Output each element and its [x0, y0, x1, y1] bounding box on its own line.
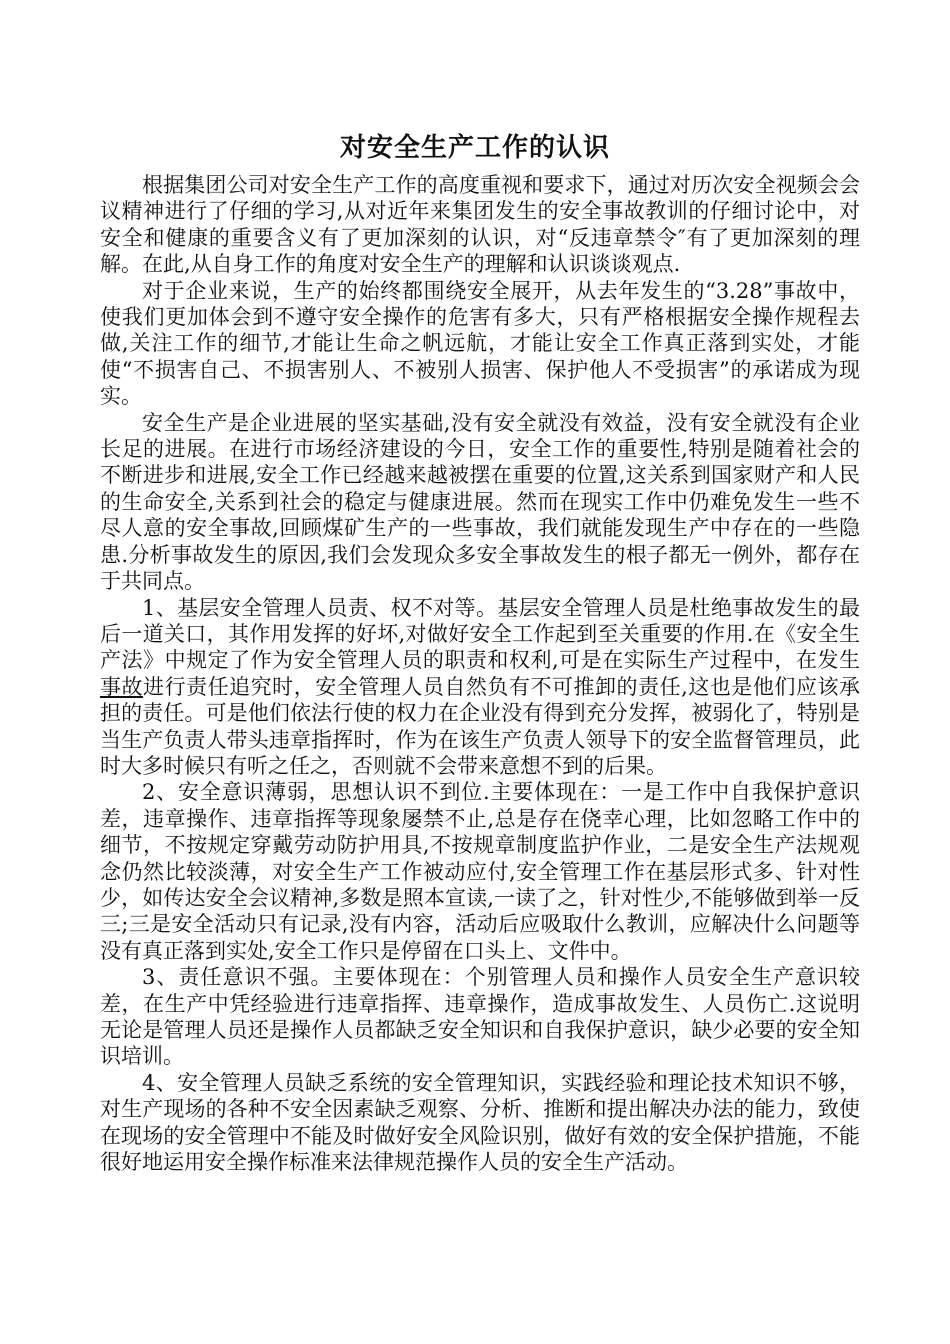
paragraph-point-2: 2、安全意识薄弱，思想认识不到位.主要体现在：一是工作中自我保护意识差，违章操作、违章指挥等现象屡禁不止,总是存在侥幸心理，比如忽略工作中的细节，不按规定穿戴劳动防护用具,不按规章制度监护作业，二是安全生产法规观念仍然比较淡薄，对安全生产工作被动应付,安全管理工作在基层形式多、针对性少，如传达安全会议精神,多数是照本宣读,一读了之，针对性少,不能够做到举一反三;三是安全活动只有记录,没有内容，活动后应吸取什么教训，应解决什么问题等没有真正落到实处,安全工作只是停留在口头上、文件中。 [100, 780, 860, 963]
paragraph-point-1 [100, 595, 860, 780]
paragraph-foundation: 安全生产是企业进展的坚实基础,没有安全就没有效益，没有安全就没有企业长足的进展。在进行市场经济建设的今日，安全工作的重要性,特别是随着社会的不断进步和进展,安全工作已经越来越被摆在重要的位置,这关系到国家财产和人民的生命安全,关系到社会的稳定与健康进展。然而在现实工作中仍难免发生一些不尽人意的安全事故,回顾煤矿生产的一些事故，我们就能发现生产中存在的一些隐患.分析事故发生的原因,我们会发现众多安全事故发生的根子都无一例外，都存在于共同点。 [100, 410, 860, 594]
paragraph-point-4: 4、安全管理人员缺乏系统的安全管理知识，实践经验和理论技术知识不够，对生产现场的各种不安全因素缺乏观察、分析、推断和提出解决办法的能力，致使在现场的安全管理中不能及时做好安全风险识别，做好有效的安全保护措施，不能很好地运用安全操作标准来法律规范操作人员的安全生产活动。 [100, 1070, 860, 1175]
point-1-text-before: 1、基层安全管理人员责、权不对等。基层安全管理人员是杜绝事故发生的最后一道关口，其作用发挥的好坏,对做好安全工作起到至关重要的作用.在《安全生产法》中规定了作为安全管理人员的职责和权利,可是在实际生产过程中，在发生 [100, 595, 860, 673]
paragraph-enterprise: 对于企业来说，生产的始终都围绕安全展开，从去年发生的“3.28”事故中，使我们更加体会到不遵守安全操作的危害有多大，只有严格根据安全操作规程去做,关注工作的细节,才能让生命之帆远航，才能让安全工作真正落到实处，才能使“不损害自己、不损害别人、不被别人损害、保护他人不受损害”的承诺成为现实。 [100, 278, 860, 409]
paragraph-intro: 根据集团公司对安全生产工作的高度重视和要求下，通过对历次安全视频会会议精神进行了仔细的学习,从对近年来集团发生的安全事故教训的仔细讨论中，对安全和健康的重要含义有了更加深刻的认识，对“反违章禁令″有了更加深刻的理解。在此,从自身工作的角度对安全生产的理解和认识谈谈观点. [100, 173, 860, 277]
paragraph-point-3: 3、责任意识不强。主要体现在：个别管理人员和操作人员安全生产意识较差，在生产中凭经验进行违章指挥、违章操作，造成事故发生、人员伤亡.这说明无论是管理人员还是操作人员都缺乏安全知识和自我保护意识，缺少必要的安全知识培训。 [100, 965, 860, 1069]
point-1-underlined-word: 事故 [100, 674, 144, 699]
document-body [100, 172, 860, 1175]
point-1-text-after: 进行责任追究时，安全管理人员自然负有不可推卸的责任,这也是他们应该承担的责任。可是他们依法行使的权力在企业没有得到充分发挥，被弱化了，特别是当生产负责人带头违章指挥时，作为在该生产负责人领导下的安全监督管理员，此时大多时候只有听之任之，否则就不会带来意想不到的后果。 [100, 674, 860, 778]
document-title: 对安全生产工作的认识 [339, 133, 610, 163]
